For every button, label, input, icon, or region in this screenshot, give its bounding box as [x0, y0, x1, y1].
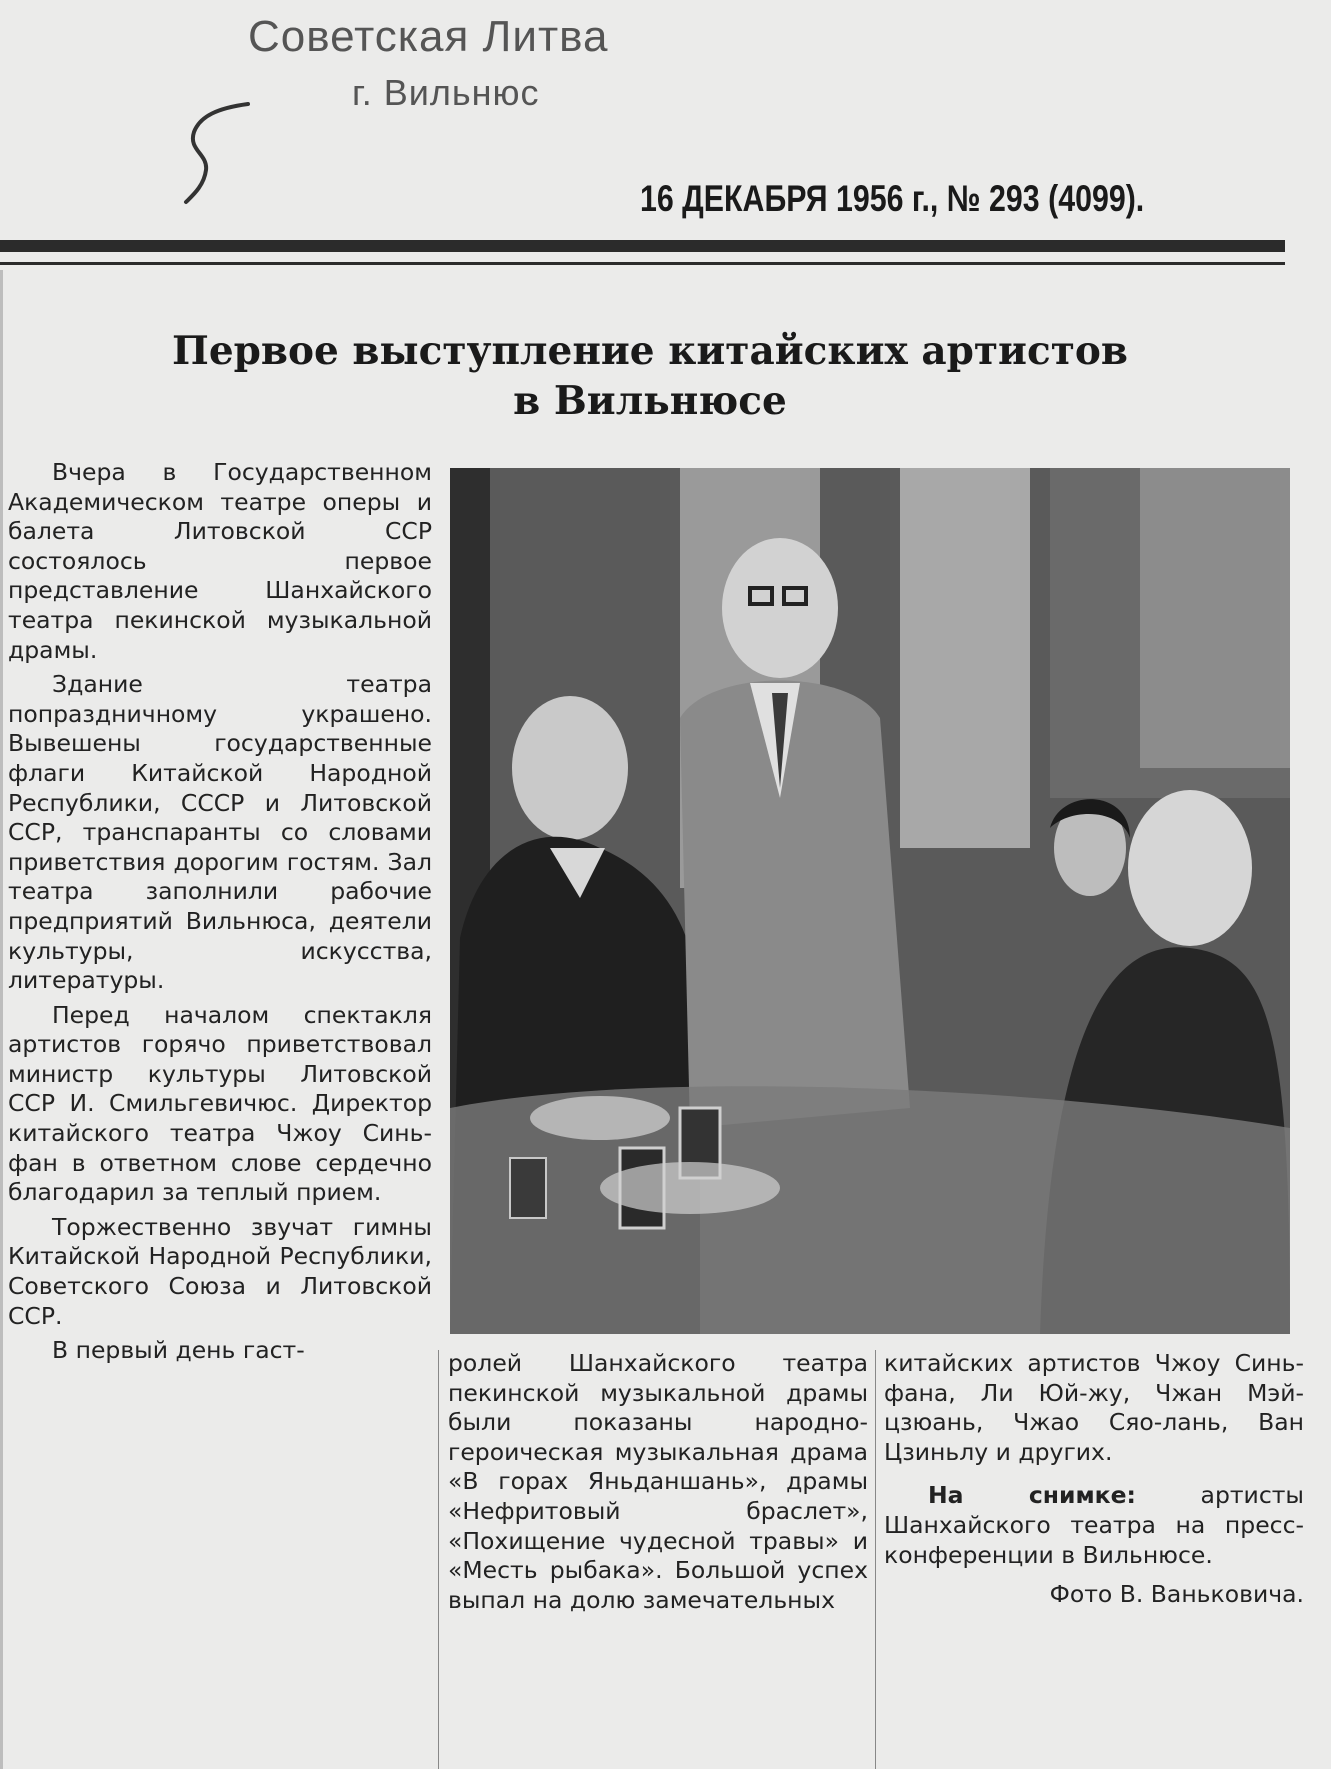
masthead-rule-thick: [0, 240, 1285, 252]
paragraph: Вчера в Государственном Академическом театре оперы и балета Литовской ССР состоялось первое представление Шанхайского театра пекинской музыкальной драмы.: [8, 458, 432, 664]
photo-credit: Фото В. Ваньковича.: [1049, 1580, 1304, 1609]
photo-illustration: [450, 468, 1290, 1334]
paragraph: Торжественно звучат гимны Китайской Народной Республики, Советского Союза и Литовской ССР.: [8, 1212, 432, 1330]
caption-label: На снимке:: [928, 1481, 1136, 1510]
issue-date-number: 16 ДЕКАБРЯ 1956 г., № 293 (4099).: [640, 178, 1145, 219]
column-separator: [875, 1350, 876, 1769]
caption-text: артисты Шанхайского театра на пресс-конференции в Вильнюсе.: [884, 1481, 1304, 1569]
headline-line-2: в Вильнюсе: [513, 378, 787, 424]
paragraph: ролей Шанхайского театра пекинской музыкальной драмы были показаны народно-героическая музыкальная драма «В горах Яньданшань», драмы «Нефритовый браслет», «Похищение чудесной травы» и «Месть рыбака». Большой успех выпал на долю замечательных: [448, 1349, 868, 1614]
newspaper-city-stamp: г. Вильнюс: [352, 72, 540, 113]
paragraph: китайских артистов Чжоу Синь-фана, Ли Юй-жу, Чжан Мэй-цзюань, Чжао Сяо-лань, Ван Цзиньлу и других.: [884, 1349, 1304, 1466]
column-separator: [438, 1350, 439, 1769]
masthead-rule-thin: [0, 262, 1285, 265]
paragraph: Перед началом спектакля артистов горячо приветствовал министр культуры Литовской ССР И. Смильгевичюс. Директор китайского театра Чжоу Синь-фан в ответном слове сердечно благодарил за теплый прием.: [8, 1000, 432, 1207]
paragraph: В первый день гаст-: [52, 1336, 305, 1365]
handwritten-mark-icon: [178, 98, 268, 208]
paragraph: Здание театра попраздничному украшено. Вывешены государственные флаги Китайской Народной Республики, СССР и Литовской ССР, транспаранты со словами приветствия дорогим гостям. Зал театра заполнили рабочие предприятий Вильнюса, деятели культуры, искусства, литературы.: [8, 670, 432, 995]
page-edge-shadow: [0, 270, 3, 1769]
headline-line-1: Первое выступление китайских артистов: [172, 328, 1128, 374]
article-column-3: [884, 1349, 1304, 1769]
newspaper-name-stamp: Советская Литва: [248, 12, 609, 61]
press-conference-photo: [450, 468, 1290, 1334]
article-headline: [60, 326, 1240, 426]
photo-caption: [884, 1481, 1304, 1570]
article-column-2: [448, 1349, 868, 1769]
article-column-1: [8, 458, 432, 1769]
